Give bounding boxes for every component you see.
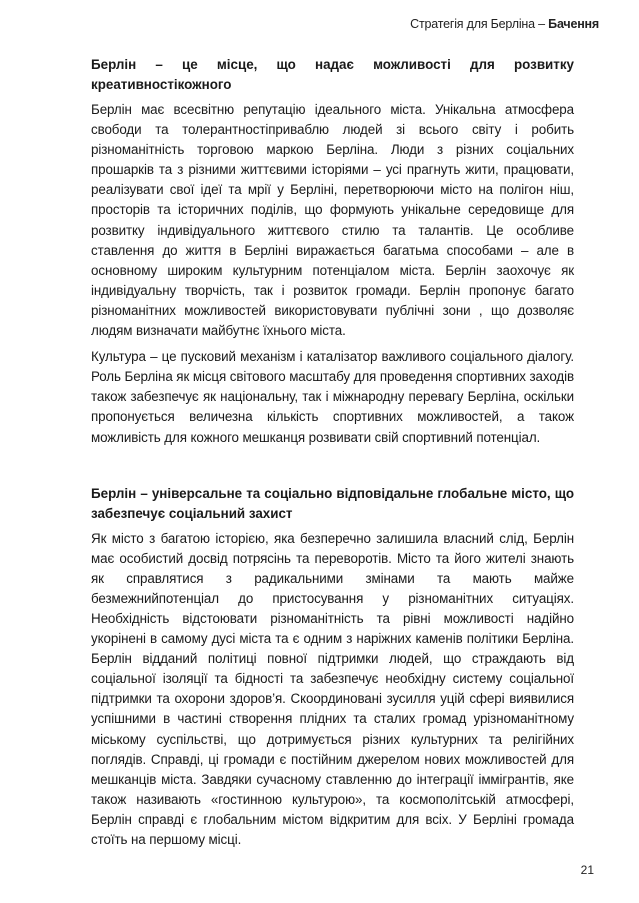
section-spacer: [91, 454, 574, 484]
paragraph-reputation: Берлін має всесвітню репутацію ідеального міста. Унікальна атмосфера свободи та толерантностіприваблю людей зі всього світу і робить різноманітність торговою маркою Берліна. Люди з різних соціальних прошарків та з різними життєвими історіями – усі прагнуть жити, працювати, реалізувати свої ідеї та мрії у Берліні, перетворюючи місто на полігон ніш, просторів та історичних поділів, що формують унікальне середовище для розвитку індивідуального життєвого стилю та талантів. Це особливе ставлення до життя в Берліні виражається багатьма способами – але в основному широким культурним потенціалом міста. Берлін заохочує як індивідуальну творчість, так і розвиток громади. Берлін пропонує багато різноманітних можливостей використовувати публічні зони , що дозволяє людям визначати майбутнє їхнього міста.: [91, 102, 574, 339]
page-number: 21: [580, 863, 594, 877]
header-section: Бачення: [548, 17, 599, 31]
section-heading-social: Берлін – універсальне та соціально відповідальне глобальне місто, що забезпечує соціальний захист: [91, 485, 574, 521]
page-content: [91, 55, 574, 856]
section-heading-creativity: Берлін – це місце, що надає можливості для розвитку креативностікожного: [91, 57, 574, 92]
running-header: [410, 17, 599, 31]
header-prefix: Стратегія для Берліна –: [410, 17, 549, 31]
paragraph-culture: Культура – це пусковий механізм і каталізатор важливого соціального діалогу. Роль Берліна як місця світового масштабу для проведення спортивних заходів також забезпечує як національну, так і міжнародну перевагу Берліна, оскільки пропонується величезна кількість спортивних можливостей, а також можливість для кожного мешканця розвивати свій спортивний потенціал.: [91, 349, 574, 445]
paragraph-history: Як місто з багатою історією, яка безперечно залишила власний слід, Берлін має особистий досвід потрясінь та переворотів. Місто та його жителі знають як справлятися з радикальними змінами та мають майже безмежнийпотенціал до пристосування у різноманітних ситуаціях. Необхідність відстоювати різноманітність та рівні можливості надійно укорінені в самому дусі міста та є одним з наріжних каменів політики Берліна. Берлін відданий політиці повної підтримки людей, що страждають від соціальної ізоляції та бідності та забезпечує необхідну систему соціальної підтримки та охорони здоров’я. Скоординовані зусилля уцій сфері виявилися успішними в частині створення плідних та сталих громад урізноманітному міському суспільстві, що дотримується різних культурних та релігійних поглядів. Справді, ці громади є постійним джерелом нових можливостей для мешканців міста. Завдяки сучасному ставленню до інтеграції іммігрантів, яке також називають «гостинною культурою», та космополітській атмосфері, Берлін справді є глобальним містом відкритим для всіх. У Берліні громада стоїть на першому місці.: [91, 530, 574, 847]
